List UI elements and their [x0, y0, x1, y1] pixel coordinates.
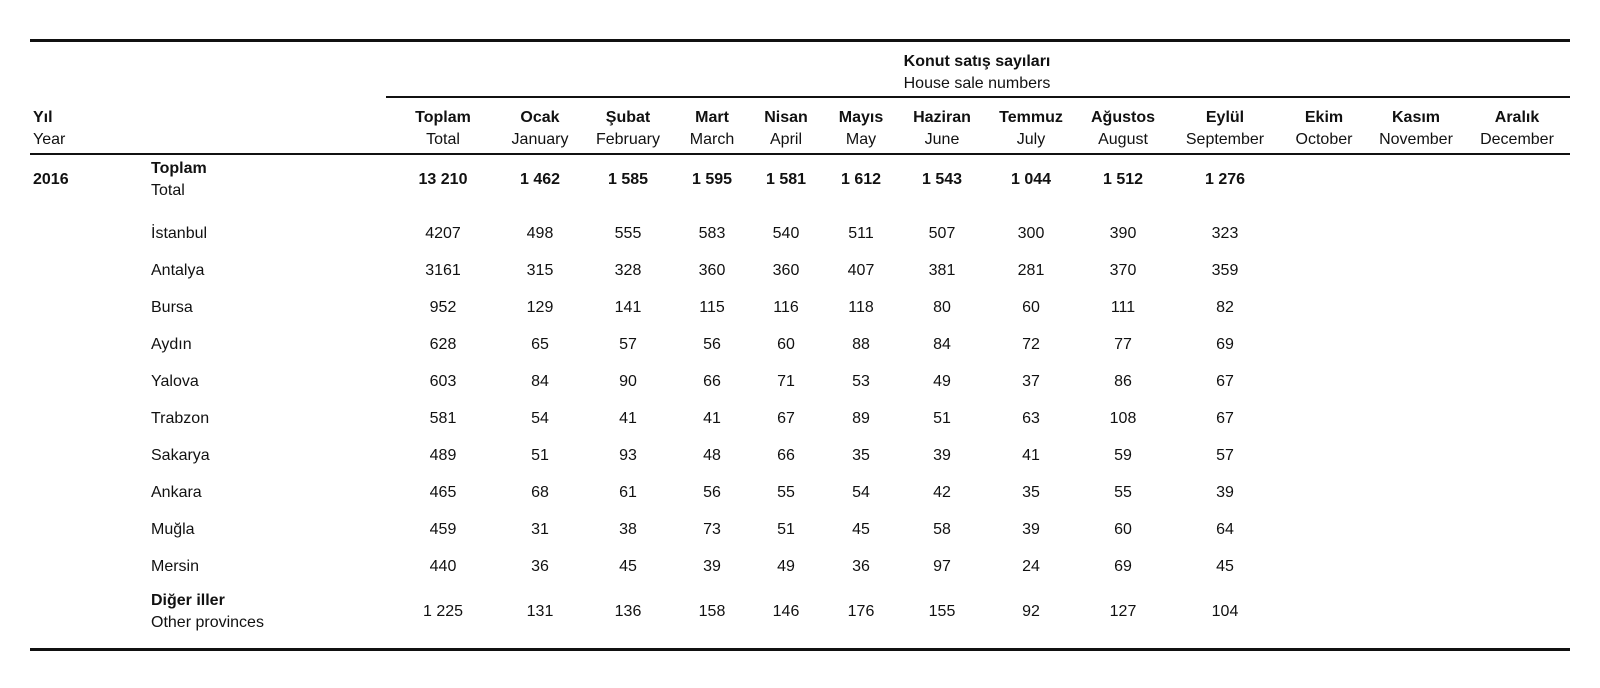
table-cell: 56 [703, 484, 721, 501]
province-label: Mersin [151, 558, 200, 575]
column-header-en: June [924, 131, 960, 148]
table-cell: 49 [933, 373, 951, 390]
table-cell: 93 [619, 447, 637, 464]
province-label: Trabzon [151, 410, 210, 427]
table-cell: 41 [619, 410, 637, 427]
other-row-cell: 146 [772, 603, 800, 620]
table-cell: 328 [614, 262, 642, 279]
column-header: Toplam [415, 109, 471, 126]
table-cell: 3161 [425, 262, 461, 279]
table-cell: 583 [698, 225, 726, 242]
table-cell: 55 [1114, 484, 1132, 501]
table-cell: 90 [619, 373, 637, 390]
total-row-cell: 1 276 [1204, 171, 1246, 188]
table-cell: 381 [928, 262, 956, 279]
table-cell: 628 [429, 336, 457, 353]
table-cell: 39 [1216, 484, 1234, 501]
table-cell: 84 [933, 336, 951, 353]
other-row-cell: 131 [526, 603, 554, 620]
table-cell: 39 [1022, 521, 1040, 538]
other-row-label: Diğer iller [151, 592, 225, 609]
table-cell: 36 [852, 558, 870, 575]
table-cell: 71 [777, 373, 795, 390]
table-cell: 116 [773, 299, 799, 316]
other-row-cell: 136 [614, 603, 642, 620]
table-cell: 24 [1022, 558, 1040, 575]
table-cell: 38 [619, 521, 637, 538]
table-cell: 300 [1017, 225, 1045, 242]
column-header-en: January [511, 131, 569, 148]
group-title: Konut satış sayıları [903, 53, 1051, 70]
table-cell: 37 [1022, 373, 1040, 390]
table-cell: 498 [526, 225, 554, 242]
table-cell: 555 [614, 225, 642, 242]
table-cell: 952 [429, 299, 457, 316]
table-cell: 60 [1022, 299, 1040, 316]
table-cell: 49 [777, 558, 795, 575]
total-row-label: Toplam [151, 160, 207, 177]
other-row-cell: 92 [1022, 603, 1040, 620]
column-header-en: October [1295, 131, 1353, 148]
table-cell: 72 [1022, 336, 1040, 353]
table-cell: 68 [531, 484, 549, 501]
table-cell: 64 [1216, 521, 1234, 538]
table-cell: 4207 [425, 225, 461, 242]
table-cell: 82 [1216, 299, 1234, 316]
group-header-rule [386, 96, 1570, 98]
table-cell: 89 [852, 410, 870, 427]
table-cell: 35 [1022, 484, 1040, 501]
table-cell: 407 [847, 262, 875, 279]
column-header-en: August [1098, 131, 1148, 148]
table-cell: 67 [777, 410, 795, 427]
column-header-en: September [1185, 131, 1265, 148]
table-cell: 41 [703, 410, 721, 427]
province-label: Muğla [151, 521, 195, 538]
column-header-en: December [1480, 131, 1554, 148]
table-cell: 58 [933, 521, 951, 538]
table-cell: 65 [531, 336, 549, 353]
column-header: Nisan [764, 109, 808, 126]
table-cell: 57 [1216, 447, 1234, 464]
column-header: Ağustos [1091, 109, 1155, 126]
table-cell: 39 [933, 447, 951, 464]
table-cell: 86 [1114, 373, 1132, 390]
table-cell: 88 [852, 336, 870, 353]
table-cell: 315 [526, 262, 554, 279]
table-cell: 370 [1109, 262, 1137, 279]
total-row-cell: 1 585 [607, 171, 649, 188]
column-header: Ekim [1304, 109, 1344, 126]
total-row-cell: 1 612 [840, 171, 882, 188]
table-cell: 141 [614, 299, 642, 316]
table-cell: 61 [619, 484, 637, 501]
table-cell: 360 [698, 262, 726, 279]
column-header-en: March [689, 131, 735, 148]
province-label: Sakarya [151, 447, 210, 464]
table-cell: 60 [1114, 521, 1132, 538]
table-cell: 57 [619, 336, 637, 353]
column-header: Ocak [520, 109, 560, 126]
table-bottom-rule [30, 648, 1570, 651]
table-cell: 54 [852, 484, 870, 501]
table-cell: 56 [703, 336, 721, 353]
table-cell: 53 [852, 373, 870, 390]
table-cell: 115 [699, 299, 725, 316]
column-header: Temmuz [999, 109, 1063, 126]
table-cell: 51 [531, 447, 549, 464]
total-row-cell: 1 543 [921, 171, 963, 188]
table-cell: 77 [1114, 336, 1132, 353]
table-cell: 459 [429, 521, 457, 538]
province-label: Bursa [151, 299, 193, 316]
column-header: Aralık [1494, 109, 1540, 126]
table-cell: 603 [429, 373, 457, 390]
table-cell: 465 [429, 484, 457, 501]
table-cell: 118 [848, 299, 874, 316]
table-cell: 66 [703, 373, 721, 390]
column-header-en: Total [426, 131, 460, 148]
table-cell: 80 [933, 299, 951, 316]
table-cell: 59 [1114, 447, 1132, 464]
column-header: Şubat [605, 109, 651, 126]
other-row-label-en: Other provinces [151, 614, 264, 631]
column-header: Mart [695, 109, 729, 126]
table-cell: 540 [772, 225, 800, 242]
column-header: Eylül [1205, 109, 1245, 126]
province-label: Aydın [151, 336, 192, 353]
table-cell: 359 [1211, 262, 1239, 279]
table-cell: 97 [933, 558, 951, 575]
column-header-rule [30, 153, 1570, 155]
table-cell: 51 [777, 521, 795, 538]
table-cell: 489 [429, 447, 457, 464]
column-header-en: February [595, 131, 661, 148]
total-row-cell: 13 210 [418, 171, 468, 188]
other-row-cell: 127 [1109, 603, 1137, 620]
table-cell: 511 [848, 225, 874, 242]
table-cell: 39 [703, 558, 721, 575]
table-cell: 281 [1017, 262, 1045, 279]
table-cell: 63 [1022, 410, 1040, 427]
table-cell: 35 [852, 447, 870, 464]
table-cell: 55 [777, 484, 795, 501]
total-row-cell: 1 581 [765, 171, 807, 188]
table-cell: 67 [1216, 410, 1234, 427]
total-row-cell: 1 462 [519, 171, 561, 188]
table-cell: 45 [619, 558, 637, 575]
group-subtitle: House sale numbers [903, 75, 1051, 92]
other-row-cell: 104 [1211, 603, 1239, 620]
column-header-en: April [769, 131, 803, 148]
year-header: Yıl [33, 109, 53, 126]
table-cell: 111 [1110, 299, 1136, 316]
table-cell: 390 [1109, 225, 1137, 242]
table-cell: 42 [933, 484, 951, 501]
table-cell: 84 [531, 373, 549, 390]
table-cell: 41 [1022, 447, 1040, 464]
total-row-cell: 1 512 [1102, 171, 1144, 188]
table-cell: 581 [429, 410, 457, 427]
table-cell: 69 [1216, 336, 1234, 353]
table-cell: 45 [1216, 558, 1234, 575]
other-row-cell: 158 [698, 603, 726, 620]
table-cell: 73 [703, 521, 721, 538]
total-row-cell: 1 044 [1010, 171, 1052, 188]
table-cell: 54 [531, 410, 549, 427]
column-header: Kasım [1391, 109, 1441, 126]
table-cell: 69 [1114, 558, 1132, 575]
table-cell: 48 [703, 447, 721, 464]
table-cell: 36 [531, 558, 549, 575]
table-cell: 507 [928, 225, 956, 242]
table-cell: 60 [777, 336, 795, 353]
table-cell: 323 [1211, 225, 1239, 242]
province-label: Antalya [151, 262, 205, 279]
column-header-en: May [845, 131, 877, 148]
province-label: Ankara [151, 484, 202, 501]
other-row-cell: 1 225 [422, 603, 464, 620]
column-header: Haziran [913, 109, 971, 126]
total-row-label-en: Total [151, 182, 185, 199]
table-cell: 360 [772, 262, 800, 279]
total-row-cell: 1 595 [691, 171, 733, 188]
province-label: İstanbul [151, 225, 208, 242]
year-header-en: Year [33, 131, 66, 148]
province-label: Yalova [151, 373, 199, 390]
table-cell: 66 [777, 447, 795, 464]
table-cell: 31 [531, 521, 549, 538]
table-top-rule [30, 39, 1570, 42]
other-row-cell: 176 [847, 603, 875, 620]
column-header-en: July [1016, 131, 1046, 148]
table-cell: 440 [429, 558, 457, 575]
column-header: Mayıs [838, 109, 884, 126]
column-header-en: November [1379, 131, 1453, 148]
other-row-cell: 155 [928, 603, 956, 620]
table-cell: 67 [1216, 373, 1234, 390]
table-cell: 51 [933, 410, 951, 427]
table-cell: 108 [1109, 410, 1137, 427]
year-value: 2016 [33, 171, 69, 188]
table-cell: 129 [526, 299, 554, 316]
table-cell: 45 [852, 521, 870, 538]
